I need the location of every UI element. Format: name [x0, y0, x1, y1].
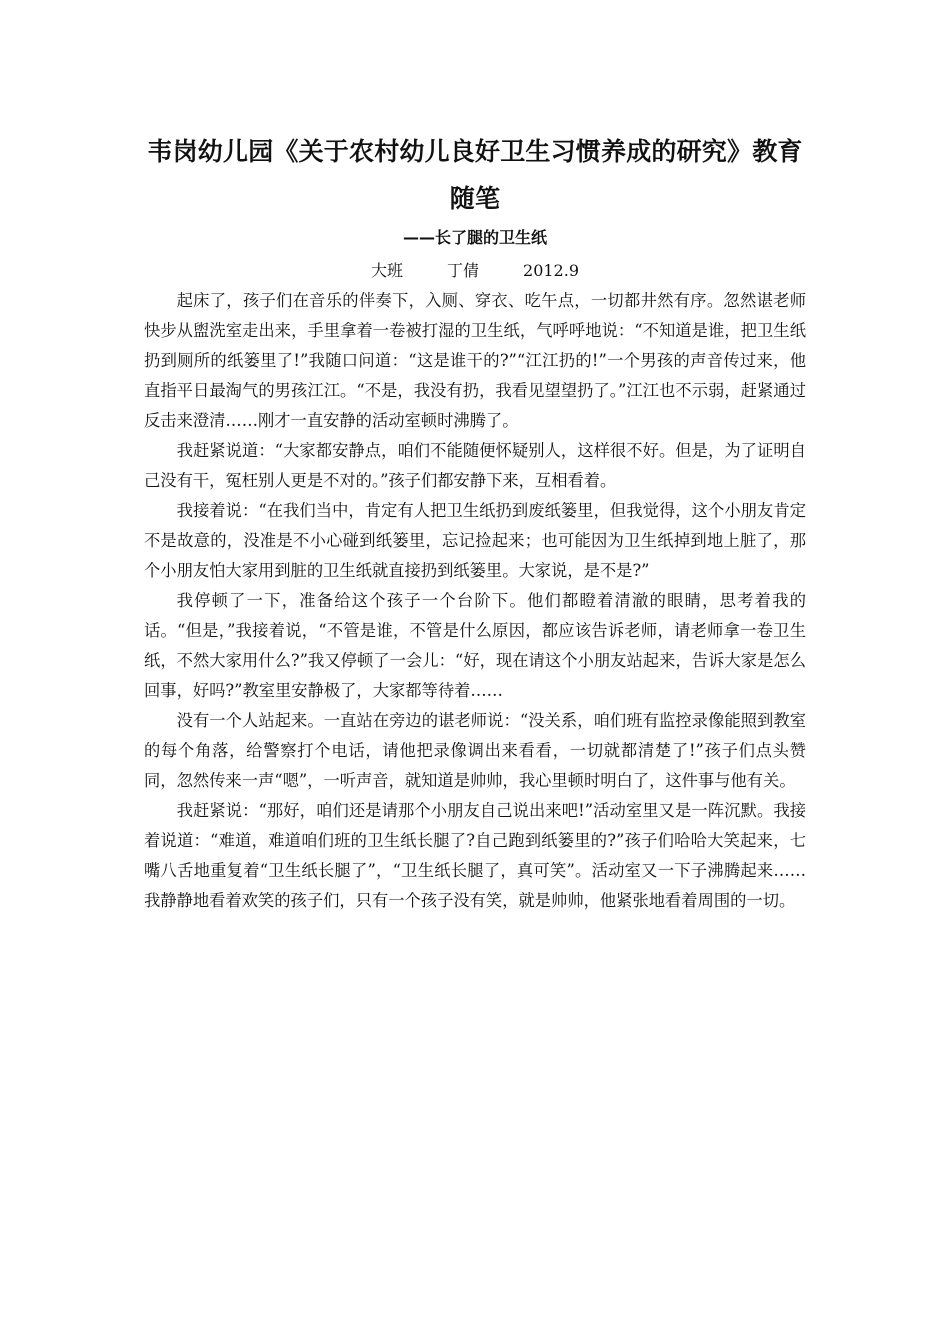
document-subtitle: ——长了腿的卫生纸	[402, 228, 547, 247]
paragraph: 我赶紧说道：“大家都安静点，咱们不能随便怀疑别人，这样很不好。但是，为了证明自己没有干，冤枉别人更是不对的。”孩子们都安静下来，互相看着。	[144, 441, 806, 490]
byline-date: 2012.9	[523, 261, 579, 280]
document-body	[144, 286, 806, 916]
paragraph: 起床了，孩子们在音乐的伴奏下，入厕、穿衣、吃午点，一切都井然有序。忽然谌老师快步从盥洗室走出来，手里拿着一卷被打湿的卫生纸，气呼呼地说：“不知道是谁，把卫生纸扔到厕所的纸篓里了!”我随口问道：“这是谁干的?”“江江扔的!”一个男孩的声音传过来，他直指平日最淘气的男孩江江。“不是，我没有扔，我看见望望扔了。”江江也不示弱，赶紧通过反击来澄清……刚才一直安静的活动室顿时沸腾了。	[144, 291, 806, 430]
byline	[140, 259, 810, 283]
paragraph: 没有一个人站起来。一直站在旁边的谌老师说：“没关系，咱们班有监控录像能照到教室的每个角落，给警察打个电话，请他把录像调出来看看，一切就都清楚了!”孩子们点头赞同，忽然传来一声“嗯”，一听声音，就知道是帅帅，我心里顿时明白了，这件事与他有关。	[144, 711, 806, 790]
byline-author: 丁倩	[447, 261, 480, 280]
paragraph: 我赶紧说：“那好，咱们还是请那个小朋友自己说出来吧!”活动室里又是一阵沉默。我接着说道：“难道，难道咱们班的卫生纸长腿了?自己跑到纸篓里的?”孩子们哈哈大笑起来，七嘴八舌地重复着“卫生纸长腿了”，“卫生纸长腿了，真可笑”。活动室又一下子沸腾起来……我静静地看着欢笑的孩子们，只有一个孩子没有笑，就是帅帅，他紧张地看着周围的一切。	[144, 801, 806, 910]
document-title: 韦岗幼儿园《关于农村幼儿良好卫生习惯养成的研究》教育随笔	[147, 137, 803, 213]
paragraph: 我接着说：“在我们当中，肯定有人把卫生纸扔到废纸篓里，但我觉得，这个小朋友肯定不是故意的，没准是不小心碰到纸篓里，忘记捡起来；也可能因为卫生纸掉到地上脏了，那个小朋友怕大家用到脏的卫生纸就直接扔到纸篓里。大家说，是不是?”	[144, 501, 806, 580]
paragraph: 我停顿了一下，准备给这个孩子一个台阶下。他们都瞪着清澈的眼睛，思考着我的话。“但是，”我接着说，“不管是谁，不管是什么原因，都应该告诉老师，请老师拿一卷卫生纸，不然大家用什么?”我又停顿了一会儿：“好，现在请这个小朋友站起来，告诉大家是怎么回事，好吗?”教室里安静极了，大家都等待着……	[144, 591, 806, 700]
byline-class: 大班	[370, 261, 403, 280]
